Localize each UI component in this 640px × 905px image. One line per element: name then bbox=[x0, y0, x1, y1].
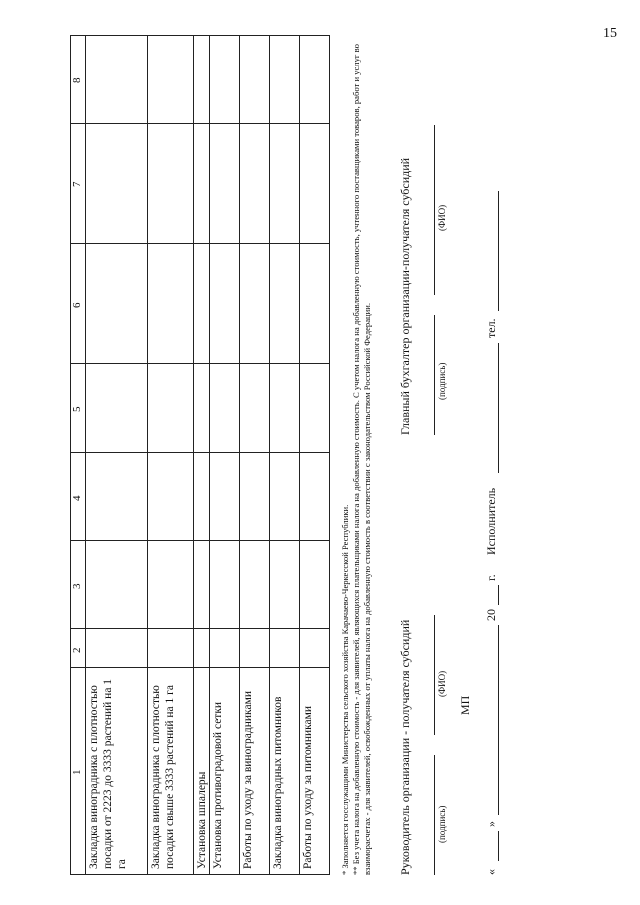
footnote-1: * Заполняется госслужащими Министерства сельского хозяйства Карачаево-Черкесской Республики. bbox=[340, 504, 350, 875]
stamp-placeholder: МП bbox=[458, 695, 472, 715]
footnote-2: ** Без учета налога на добавленную стоимость - для заявителей, являющихся плательщиками налога на добавленную стоимость. С учетом налога на добавленную стоимость, учтенного поставщиками товаров, работ и услуг во взаиморасчетах - для заявителей, освобожденных от уплаты налога на добавленную стоимость в соответствии с законодательством Российской Федерации. bbox=[351, 44, 372, 875]
header-col-3: 3 bbox=[71, 583, 83, 589]
table-row-label: Закладка виноградных питомников bbox=[272, 696, 284, 869]
header-col-8: 8 bbox=[71, 77, 83, 83]
head-sign-caption: (подпись) bbox=[437, 805, 447, 843]
date-month-line bbox=[498, 625, 499, 815]
table-row-label: Установка противоградовой сетки bbox=[212, 701, 224, 869]
accountant-sign-caption: (подпись) bbox=[437, 362, 447, 400]
accountant-fio-caption: (ФИО) bbox=[437, 204, 447, 231]
table-row-label: Закладка виноградника с плотностью посадки от 2223 до 3333 растений на 1 га bbox=[88, 678, 128, 869]
accountant-signature-label: Главный бухгалтер организации-получателя субсидий bbox=[398, 157, 412, 435]
head-fio-line bbox=[434, 615, 435, 735]
phone-label: тел. bbox=[484, 318, 498, 338]
table-row-label: Работы по уходу за виноградниками bbox=[242, 690, 254, 869]
header-col-1: 1 bbox=[71, 769, 83, 775]
executor-line bbox=[498, 343, 499, 473]
date-open-quote: « bbox=[484, 869, 498, 875]
header-col-5: 5 bbox=[71, 406, 83, 412]
executor-label: Исполнитель bbox=[484, 487, 498, 555]
head-sign-line bbox=[434, 755, 435, 875]
table-row-label: Закладка виноградника с плотностью посадки свыше 3333 растений на 1 га bbox=[150, 685, 176, 869]
page-number: 15 bbox=[603, 26, 617, 41]
date-day-line bbox=[498, 831, 499, 861]
header-col-7: 7 bbox=[71, 181, 83, 187]
table-row-label: Установка шпалеры bbox=[196, 771, 208, 869]
date-year-suffix: г. bbox=[484, 574, 498, 581]
accountant-fio-line bbox=[434, 125, 435, 295]
table-row-label: Работы по уходу за питомниками bbox=[302, 705, 314, 869]
header-col-4: 4 bbox=[71, 495, 83, 501]
head-signature-label: Руководитель организации - получателя субсидий bbox=[398, 619, 412, 875]
date-year-prefix: 20 bbox=[484, 609, 498, 621]
date-close-quote: » bbox=[484, 821, 498, 827]
head-fio-caption: (ФИО) bbox=[437, 670, 447, 697]
accountant-sign-line bbox=[434, 315, 435, 435]
data-table bbox=[70, 35, 330, 875]
header-col-6: 6 bbox=[71, 302, 83, 308]
date-year-line bbox=[498, 585, 499, 605]
header-col-2: 2 bbox=[71, 647, 83, 653]
phone-line bbox=[498, 191, 499, 311]
